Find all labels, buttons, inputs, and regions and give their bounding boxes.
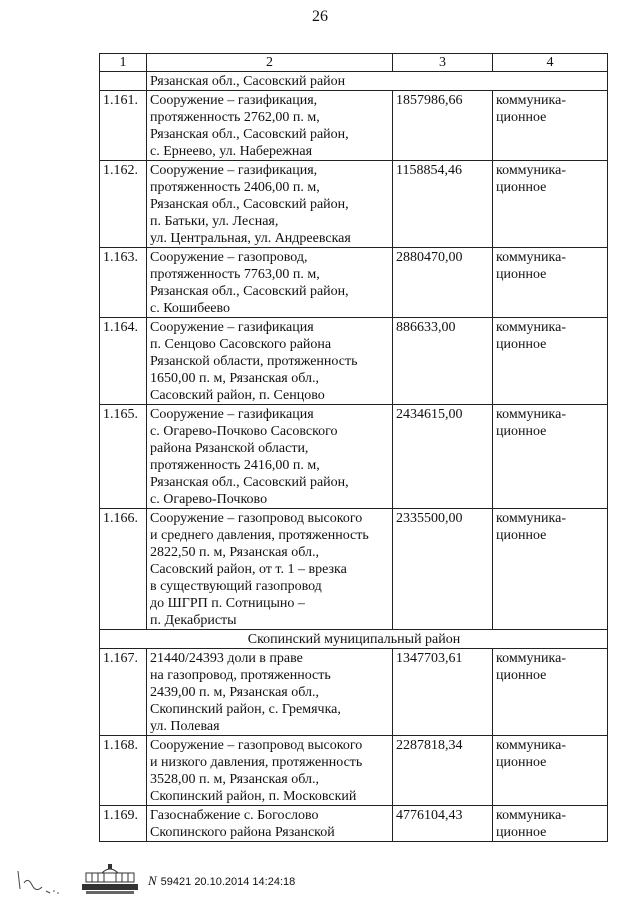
item-number: 1.164. (100, 318, 147, 405)
item-number: 1.166. (100, 509, 147, 630)
item-book-value: 1347703,61 (393, 649, 493, 736)
table-row (100, 509, 608, 630)
item-book-value: 2880470,00 (393, 248, 493, 318)
government-seal-logo (80, 863, 140, 895)
item-type: коммуника- ционное (493, 509, 608, 630)
district-header-row (100, 630, 608, 649)
column-header-2: 2 (147, 54, 393, 72)
item-type: коммуника- ционное (493, 318, 608, 405)
item-book-value: 1857986,66 (393, 91, 493, 161)
column-header-3: 3 (393, 54, 493, 72)
item-description: Сооружение – газификация, протяженность 2406,00 п. м, Рязанская обл., Сасовский район, п. Батьки, ул. Лесная, ул. Центральная, ул. Андреевская (147, 161, 393, 248)
item-book-value: 886633,00 (393, 318, 493, 405)
item-description: Сооружение – газификация, протяженность 2762,00 п. м, Рязанская обл., Сасовский район, с. Ернеево, ул. Набережная (147, 91, 393, 161)
property-register-table (99, 53, 608, 842)
district-name: Скопинский муниципальный район (100, 630, 608, 649)
item-description: Сооружение – газификация п. Сенцово Сасовского района Рязанской области, протяженность 1650,00 п. м, Рязанская обл., Сасовский район, п. Сенцово (147, 318, 393, 405)
table-body (100, 72, 608, 842)
item-type: коммуника- ционное (493, 91, 608, 161)
item-description: 21440/24393 доли в праве на газопровод, протяженность 2439,00 п. м, Рязанская обл., Скопинский район, с. Гремячка, ул. Полевая (147, 649, 393, 736)
table-row (100, 91, 608, 161)
item-book-value: 4776104,43 (393, 806, 493, 842)
table-header-row (100, 54, 608, 72)
table-row (100, 318, 608, 405)
table-row (100, 161, 608, 248)
item-type: коммуника- ционное (493, 806, 608, 842)
table-row (100, 405, 608, 509)
item-type: коммуника- ционное (493, 649, 608, 736)
item-number: 1.167. (100, 649, 147, 736)
item-book-value: 2434615,00 (393, 405, 493, 509)
item-book-value: 2287818,34 (393, 736, 493, 806)
table-row (100, 248, 608, 318)
document-registration-code (148, 873, 295, 889)
item-number: 1.165. (100, 405, 147, 509)
column-header-4: 4 (493, 54, 608, 72)
item-description: Сооружение – газопровод высокого и низкого давления, протяженность 3528,00 п. м, Рязанская обл., Скопинский район, п. Московский (147, 736, 393, 806)
registration-number-and-timestamp: 59421 20.10.2014 14:24:18 (160, 876, 296, 888)
page-number: 26 (312, 8, 328, 25)
item-number: 1.163. (100, 248, 147, 318)
carry-over-row (100, 72, 608, 91)
column-header-1: 1 (100, 54, 147, 72)
item-type: коммуника- ционное (493, 161, 608, 248)
item-number: 1.168. (100, 736, 147, 806)
number-sign: N (148, 873, 157, 888)
item-number: 1.169. (100, 806, 147, 842)
item-type: коммуника- ционное (493, 405, 608, 509)
carry-over-district: Рязанская обл., Сасовский район (147, 72, 608, 91)
item-description: Сооружение – газификация с. Огарево-Почково Сасовского района Рязанской области, протяженность 2416,00 п. м, Рязанская обл., Сасовский район, с. Огарево-Почково (147, 405, 393, 509)
item-type: коммуника- ционное (493, 248, 608, 318)
item-number: 1.162. (100, 161, 147, 248)
table-row (100, 736, 608, 806)
item-description: Сооружение – газопровод, протяженность 7763,00 п. м, Рязанская обл., Сасовский район, с. Кошибеево (147, 248, 393, 318)
item-book-value: 1158854,46 (393, 161, 493, 248)
item-number: 1.161. (100, 91, 147, 161)
item-type: коммуника- ционное (493, 736, 608, 806)
table-row (100, 649, 608, 736)
item-description: Газоснабжение с. Богослово Скопинского района Рязанской (147, 806, 393, 842)
signature-scribble-icon (14, 867, 64, 897)
item-book-value: 2335500,00 (393, 509, 493, 630)
footer (0, 855, 640, 895)
item-description: Сооружение – газопровод высокого и среднего давления, протяженность 2822,50 п. м, Рязанская обл., Сасовский район, от т. 1 – врезка в существующий газопровод до ШГРП п. Сотницыно – п. Декабристы (147, 509, 393, 630)
table-row (100, 806, 608, 842)
